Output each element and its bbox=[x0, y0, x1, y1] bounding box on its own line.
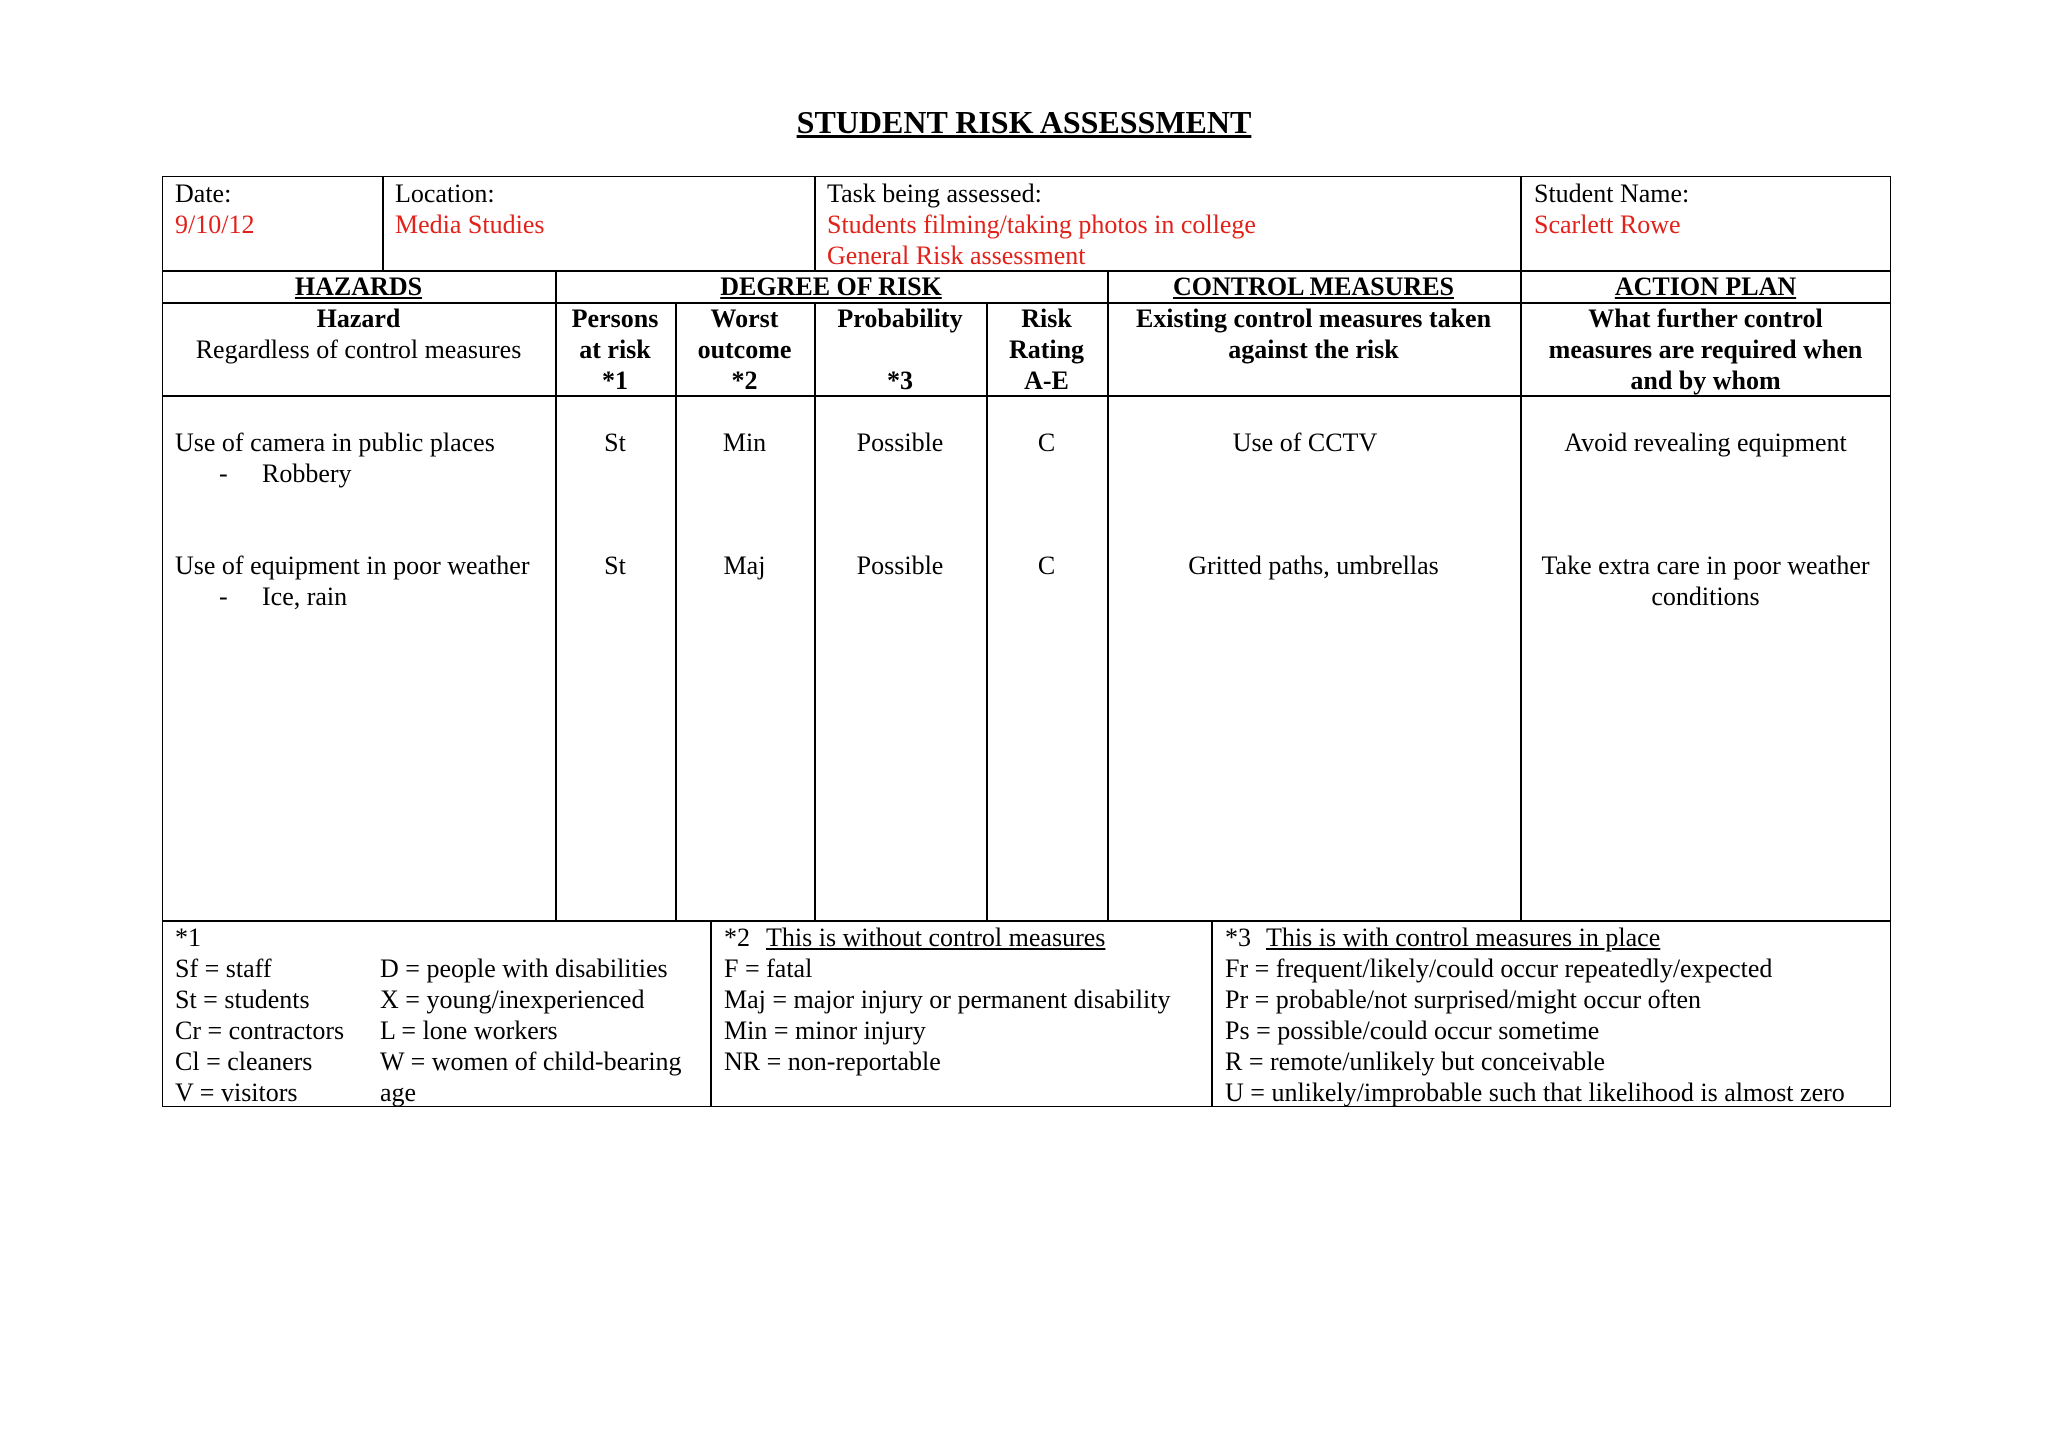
row-2-action-cont: conditions bbox=[1651, 582, 1760, 611]
legend-3-item: R = remote/unlikely but conceivable bbox=[1225, 1047, 1605, 1076]
row-2-control: Gritted paths, umbrellas bbox=[1188, 551, 1439, 580]
legend-2-item: Min = minor injury bbox=[724, 1016, 926, 1045]
page-title: STUDENT RISK ASSESSMENT bbox=[796, 104, 1252, 140]
header-further-control: What further control bbox=[1588, 304, 1823, 333]
student-value: Scarlett Rowe bbox=[1534, 210, 1681, 239]
header-worst-outcome: outcome bbox=[697, 335, 792, 364]
row-2-rating: C bbox=[1037, 551, 1056, 580]
legend-3-item: Ps = possible/could occur sometime bbox=[1225, 1016, 1600, 1045]
legend-1-item: St = students bbox=[175, 985, 310, 1014]
divider bbox=[1107, 270, 1109, 921]
section-degree-of-risk: DEGREE OF RISK bbox=[720, 272, 942, 301]
legend-2-item: NR = non-reportable bbox=[724, 1047, 941, 1076]
row-1-probability: Possible bbox=[856, 428, 944, 457]
legend-3-title: This is with control measures in place bbox=[1266, 923, 1661, 952]
task-value-secondary: General Risk assessment bbox=[827, 241, 1086, 270]
divider bbox=[1211, 920, 1213, 1107]
header-risk-rating: Rating bbox=[1008, 335, 1085, 364]
row-2-worst: Maj bbox=[723, 551, 766, 580]
header-persons-ref: *1 bbox=[602, 366, 628, 395]
header-probability-ref: *3 bbox=[887, 366, 913, 395]
header-existing-control: Existing control measures taken bbox=[1135, 304, 1492, 333]
legend-2-item: F = fatal bbox=[724, 954, 813, 983]
row-2-dash: - bbox=[219, 582, 228, 611]
row-2-sub: Ice, rain bbox=[262, 582, 348, 611]
header-risk-rating-scale: A-E bbox=[1024, 366, 1069, 395]
legend-3-prefix: *3 bbox=[1225, 923, 1251, 952]
legend-1-item: W = women of child-bearing bbox=[380, 1047, 682, 1076]
legend-1-item: V = visitors bbox=[175, 1078, 298, 1107]
row-2-probability: Possible bbox=[856, 551, 944, 580]
row-1-rating: C bbox=[1037, 428, 1056, 457]
row-1-worst: Min bbox=[722, 428, 767, 457]
location-value: Media Studies bbox=[395, 210, 545, 239]
legend-1-item: L = lone workers bbox=[380, 1016, 558, 1045]
header-hazard-sub: Regardless of control measures bbox=[195, 335, 522, 364]
header-worst-outcome: Worst bbox=[710, 304, 779, 333]
section-control-measures: CONTROL MEASURES bbox=[1173, 272, 1454, 301]
row-1-sub: Robbery bbox=[262, 459, 352, 488]
section-hazards: HAZARDS bbox=[294, 272, 423, 301]
date-value: 9/10/12 bbox=[175, 210, 255, 239]
legend-1-item: Sf = staff bbox=[175, 954, 272, 983]
task-value: Students filming/taking photos in college bbox=[827, 210, 1256, 239]
student-label: Student Name: bbox=[1534, 179, 1690, 208]
date-label: Date: bbox=[175, 179, 232, 208]
legend-1-item: age bbox=[380, 1078, 417, 1107]
row-2-action: Take extra care in poor weather bbox=[1541, 551, 1870, 580]
row-2-persons: St bbox=[604, 551, 626, 580]
row-1-action: Avoid revealing equipment bbox=[1564, 428, 1847, 457]
header-further-control: and by whom bbox=[1630, 366, 1781, 395]
header-existing-control: against the risk bbox=[1228, 335, 1399, 364]
row-1-hazard: Use of camera in public places bbox=[175, 428, 495, 457]
legend-3-item: U = unlikely/improbable such that likelihood is almost zero bbox=[1225, 1078, 1845, 1107]
legend-1-title: *1 bbox=[175, 923, 201, 952]
row-1-control: Use of CCTV bbox=[1232, 428, 1378, 457]
row-1-dash: - bbox=[219, 459, 228, 488]
task-label: Task being assessed: bbox=[827, 179, 1042, 208]
row-1-persons: St bbox=[604, 428, 626, 457]
legend-1-item: D = people with disabilities bbox=[380, 954, 668, 983]
header-persons: at risk bbox=[579, 335, 651, 364]
header-probability: Probability bbox=[837, 304, 963, 333]
legend-3-item: Fr = frequent/likely/could occur repeatedly/expected bbox=[1225, 954, 1773, 983]
legend-1-item: Cl = cleaners bbox=[175, 1047, 313, 1076]
divider bbox=[382, 176, 384, 271]
legend-1-item: Cr = contractors bbox=[175, 1016, 345, 1045]
legend-2-item: Maj = major injury or permanent disability bbox=[724, 985, 1171, 1014]
header-persons: Persons bbox=[571, 304, 659, 333]
legend-2-title: This is without control measures bbox=[766, 923, 1106, 952]
legend-1-item: X = young/inexperienced bbox=[380, 985, 645, 1014]
divider bbox=[814, 176, 816, 271]
legend-3-item: Pr = probable/not surprised/might occur often bbox=[1225, 985, 1702, 1014]
header-hazard: Hazard bbox=[316, 304, 401, 333]
location-label: Location: bbox=[395, 179, 495, 208]
divider bbox=[1520, 176, 1522, 271]
header-risk-rating: Risk bbox=[1021, 304, 1072, 333]
section-action-plan: ACTION PLAN bbox=[1614, 272, 1797, 301]
header-further-control: measures are required when bbox=[1548, 335, 1863, 364]
header-worst-outcome-ref: *2 bbox=[731, 366, 758, 395]
divider bbox=[710, 920, 712, 1107]
legend-2-prefix: *2 bbox=[724, 923, 750, 952]
row-2-hazard: Use of equipment in poor weather bbox=[175, 551, 530, 580]
